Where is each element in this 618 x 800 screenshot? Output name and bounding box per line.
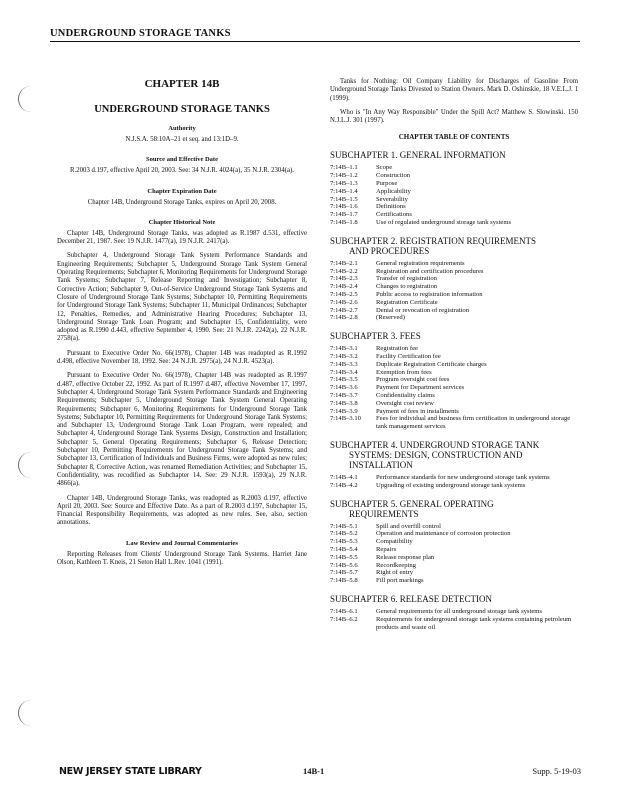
section-title: Operation and maintenance of corrosion protection [376,530,511,538]
section-title: Fees for individual and business firm certification in underground storage tank management services [376,415,571,431]
section-title: Changes to registration [376,283,438,291]
section-number: 7:14B–5.5 [330,553,358,561]
section-title: Fill port markings [376,577,424,585]
section-title: Purpose [376,180,398,188]
section-number: 7:14B–3.2 [330,353,358,361]
section-number: 7:14B–4.1 [330,474,358,481]
history-paragraph: Subchapter 4, Underground Storage Tank System Performance Standards and Engineering Requirements; Subchapter 5, Underground Storage Tank System General Operating Requirements; Subchapter 6, Monitoring Requirements for Underground Storage Tank Systems; Subchapter 7, Release Reporting and Investigation; Subchapter 8, Corrective Action; Subchapter 9, Out-of-Service Underground Storage Tank Systems and Closure of Underground Storage Tank Systems; Subchapter 10, Permitting Requirements for Underground Storage Tank Systems; Subchapter 11, Municipal Ordinances; Subchapter 12, Penalties, Remedies, and Administrative Hearing Procedures; Subchapter 13, Underground Storage Tank Loan Program; and Subchapter 15, Confidentiality, were adopted as R.1990 d.443, effective September 4, 1990. See: 21 N.J.R. 2242(a), 22 N.J.R. 2758(a). [57,252,307,343]
toc-entry [330,345,578,353]
section-title: Performance standards for new underground storage tank systems [376,474,550,481]
section-title: Use of regulated underground storage tank systems [376,219,512,227]
section-number: 7:14B–2.6 [330,298,358,306]
expiration-heading: Chapter Expiration Date [147,187,217,195]
table-of-contents [330,150,578,631]
section-title: General requirements for all underground storage tank systems [376,607,542,615]
authority-text: N.J.S.A. 58:10A–21 et seq. and 13:1D–9. [125,136,239,143]
subchapter-title-line: SUBCHAPTER 5. GENERAL OPERATING [330,498,494,509]
toc-heading: CHAPTER TABLE OF CONTENTS [398,133,510,142]
section-title: Repairs [376,545,397,553]
authority-heading: Authority [168,125,196,132]
section-title: (Reserved) [376,314,405,322]
right-column [330,78,578,631]
history-heading: Chapter Historical Note [148,218,216,226]
source-heading: Source and Effective Date [146,156,218,164]
toc-entry [330,376,578,384]
section-title: Scope [376,164,393,172]
chapter-number: CHAPTER 14B [144,78,220,90]
left-column [57,78,307,573]
section-title: Release response plan [376,553,435,561]
section-number: 7:14B–5.1 [330,522,358,530]
history-paragraph: Pursuant to Executive Order No. 66(1978), Chapter 14B was readopted as R.1992 d.498, effective November 18, 1992. See: 24 N.J.R. 2975(a), 24 N.J.R. 4523(a). [57,349,307,366]
toc-entry [330,211,578,219]
toc-entry [330,523,578,531]
law-review-heading: Law Review and Journal Commentaries [126,539,238,547]
toc-entry [330,538,578,546]
section-title: Exemption from fees [376,368,432,376]
section-title: Denial or revocation of registration [376,306,470,314]
section-number: 7:14B–3.10 [330,415,361,423]
section-title: Public access to registration information [376,291,483,299]
section-number: 7:14B–3.9 [330,407,358,415]
section-number: 7:14B–6.1 [330,607,358,615]
section-number: 7:14B–3.3 [330,360,358,368]
toc-entry [330,384,578,392]
section-title: Registration and certification procedures [376,267,484,275]
section-number: 7:14B–1.1 [330,164,358,172]
subchapter-title [330,499,578,519]
section-title: Transfer of registration [376,275,437,283]
toc-entry [330,474,578,482]
section-title: Payment for Department services [376,384,465,392]
source-text: R.2003 d.197, effective April 20, 2003. See: 34 N.J.R. 4024(a), 35 N.J.R. 2304(a). [70,167,294,175]
section-title: Right of entry [376,569,413,577]
toc-entry [330,164,578,172]
section-number: 7:14B–1.3 [330,180,358,188]
subchapter-title-line: SUBCHAPTER 6. RELEASE DETECTION [330,593,492,604]
toc-entry [330,408,578,416]
section-number: 7:14B–5.8 [330,577,358,585]
section-number: 7:14B–1.2 [330,172,358,180]
section-title: Payment of fees in installments [376,407,459,415]
section-title: Requirements for underground storage tank systems containing petroleum products and waste oil [376,615,572,631]
toc-entry [330,283,578,291]
subchapter-title-line: SUBCHAPTER 1. GENERAL INFORMATION [330,150,506,161]
toc-entry [330,554,578,562]
toc-entry [330,577,578,585]
section-title: Severability [376,195,408,203]
toc-entry [330,415,578,431]
section-number: 7:14B–2.5 [330,291,358,299]
section-title: Construction [376,172,411,180]
section-number: 7:14B–3.1 [330,345,358,353]
subchapter-title-line: REQUIREMENTS [349,508,419,519]
commentary-entry: Who is "In Any Way Responsible" Under the Spill Act? Matthew S. Slowinski. 150 N.J.L.J. 301 (1997). [330,108,578,125]
section-number: 7:14B–3.5 [330,376,358,384]
toc-entry [330,219,578,227]
section-number: 7:14B–3.6 [330,384,358,392]
chapter-title: UNDERGROUND STORAGE TANKS [94,104,270,115]
expiration-text: Chapter 14B, Underground Storage Tanks, expires on April 20, 2008. [87,198,277,206]
section-number: 7:14B–5.3 [330,538,358,546]
toc-entry [330,546,578,554]
subchapter-title-line: SUBCHAPTER 4. UNDERGROUND STORAGE TANK [330,440,540,450]
section-number: 7:14B–1.7 [330,211,358,219]
section-number: 7:14B–5.6 [330,561,358,569]
section-number: 7:14B–6.2 [330,615,358,623]
toc-entry [330,608,578,616]
toc-entry [330,392,578,400]
section-number: 7:14B–2.4 [330,283,358,291]
law-review-text: Reporting Releases from Clients' Underground Storage Tank Systems. Harriet Jane Olson, Kathleen T. Kneis, 21 Seton Hall L.Rev. 1041 (1991). [57,550,307,566]
section-title: General registration requirements [376,259,465,267]
section-title: Definitions [376,203,406,211]
page-number: 14B-1 [303,766,325,776]
section-number: 7:14B–3.8 [330,399,358,407]
section-title: Registration Certificate [376,298,438,306]
section-number: 7:14B–1.5 [330,195,358,203]
subchapter-title-line: SUBCHAPTER 2. REGISTRATION REQUIREMENTS [330,235,537,246]
section-title: Confidentiality claims [376,392,435,400]
section-number: 7:14B–3.7 [330,392,358,400]
toc-entry [330,314,578,322]
toc-entry [330,172,578,180]
subchapter-title [330,331,578,341]
library-stamp: NEW JERSEY STATE LIBRARY [59,766,202,777]
section-number: 7:14B–4.2 [330,481,358,489]
toc-entry [330,482,578,490]
section-number: 7:14B–2.7 [330,306,358,314]
subchapter-title [330,594,578,604]
subchapter-title-line: SYSTEMS: DESIGN, CONSTRUCTION AND INSTALLATION [349,450,523,470]
toc-entry [330,299,578,307]
binding-mark [18,452,37,478]
toc-entry [330,530,578,538]
history-paragraph: Chapter 14B, Underground Storage Tanks, was readopted as R.2003 d.197, effective April 20, 2003. See: Source and Effective Date. As a part of R.2003 d.197, Subchapter 15, Financial Responsibility Requirements, was adopted as new rules. See, also, section annotations. [57,494,307,527]
toc-entry [330,353,578,361]
section-number: 7:14B–1.4 [330,187,358,195]
running-header: UNDERGROUND STORAGE TANKS [50,28,580,42]
subchapter-title-line: SUBCHAPTER 3. FEES [330,331,421,342]
section-title: Applicability [376,187,411,195]
subchapter-title [330,440,578,470]
toc-entry [330,188,578,196]
section-title: Program oversight cost fees [376,376,450,384]
section-title: Compatibility [376,538,413,546]
toc-entry [330,616,578,632]
section-number: 7:14B–2.8 [330,314,358,322]
section-title: Spill and overfill control [376,522,442,530]
history-paragraph: Pursuant to Executive Order No. 66(1978), Chapter 14B was readopted as R.1997 d.487, effective October 22, 1992. As part of R.1997 d.487, effective November 17, 1997, Subchapter 4, Underground Storage Tank System Performance Standards and Engineering Requirements; Subchapter 5, Underground Storage Tank System General Operating Requirements; Subchapter 6, Monitoring Requirements for Underground Storage Tank Systems; Subchapter 10, Permitting Requirements for Underground Storage Tank Systems; and Subchapter 13, Underground Storage Tank Loan Program, were repealed; and Subchapter 4, Underground Storage Tank Systems Design, Construction and Installation; Subchapter 5, General Operating Requirements; Subchapter 6, Release Detection; Subchapter 10, Permitting Requirements for Underground Storage Tank Systems; and Subchapter 13, Certification of Individuals and Business Firms, were adopted as new rules; Subchapter 8, Corrective Action, was renamed Remediation Activities; and Subchapter 15, Confidentiality, was recodified as Subchapter 14. See: 29 N.J.R. 1593(a), 29 N.J.R. 4866(a). [57,372,307,488]
binding-mark [18,700,37,726]
subchapter-title-line: AND PROCEDURES [349,245,430,256]
toc-entry [330,196,578,204]
section-title: Oversight cost review [376,399,434,407]
toc-entry [330,307,578,315]
toc-entry [330,400,578,408]
toc-entry [330,260,578,268]
supplement-date: Supp. 5-19-03 [532,766,581,776]
section-title: Certifications [376,211,412,219]
section-number: 7:14B–2.2 [330,267,358,275]
section-number: 7:14B–5.7 [330,569,358,577]
toc-entry [330,203,578,211]
section-number: 7:14B–2.1 [330,259,358,267]
toc-entry [330,180,578,188]
section-title: Facility Certification fee [376,353,441,361]
section-title: Upgrading of existing underground storage tank systems [376,481,526,489]
toc-entry [330,268,578,276]
section-number: 7:14B–5.2 [330,530,358,538]
section-number: 7:14B–1.6 [330,203,358,211]
subchapter-title [330,150,578,160]
toc-entry [330,275,578,283]
section-number: 7:14B–3.4 [330,368,358,376]
toc-entry [330,361,578,369]
subchapter-title [330,236,578,256]
section-number: 7:14B–5.4 [330,545,358,553]
toc-entry [330,369,578,377]
section-title: Duplicate Registration Certificate charges [376,360,487,368]
section-number: 7:14B–1.8 [330,219,358,227]
toc-entry [330,291,578,299]
history-paragraph: Chapter 14B, Underground Storage Tanks, was adopted as R.1987 d.531, effective December 21, 1987. See: 19 N.J.R. 1477(a), 19 N.J.R. 2417(a). [57,229,307,246]
section-title: Registration fee [376,345,418,353]
toc-entry [330,569,578,577]
commentary-entry: Tanks for Nothing: Oil Company Liability for Discharges of Gasoline From Underground Storage Tanks Divested to Station Owners. Mark D. Oshinskie, 18 V.E.L.J. 1 (1999). [330,78,578,102]
toc-entry [330,562,578,570]
section-title: Recordkeeping [376,561,416,569]
binding-mark [18,86,37,112]
section-number: 7:14B–2.3 [330,275,358,283]
